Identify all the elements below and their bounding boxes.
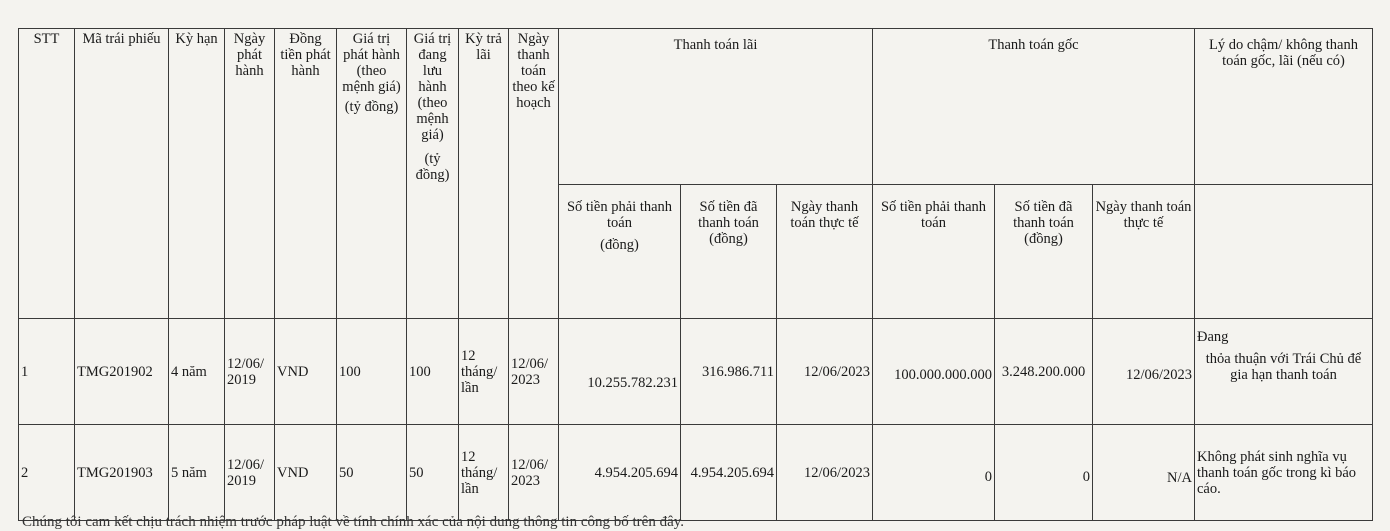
cell-interest-due: 10.255.782.231 — [559, 319, 681, 425]
cell-bond-code: TMG201902 — [75, 319, 169, 425]
cell-principal-actual-date: 12/06/2023 — [1093, 319, 1195, 425]
cell-interest-actual-date: 12/06/2023 — [777, 425, 873, 521]
cell-face-value: 100 — [337, 319, 407, 425]
header-outstanding: Giá trị đang lưu hành (theo mệnh giá) (tỷ đồng) — [407, 29, 459, 319]
cell-stt: 1 — [19, 319, 75, 425]
cell-principal-due: 0 — [873, 425, 995, 521]
cell-interest-paid: 316.986.711 — [681, 319, 777, 425]
cell-principal-due: 100.000.000.000 — [873, 319, 995, 425]
cell-outstanding: 100 — [407, 319, 459, 425]
header-bond-code: Mã trái phiếu — [75, 29, 169, 319]
cell-interest-period: 12 tháng/ lần — [459, 425, 509, 521]
cell-reason: Đang thỏa thuận với Trái Chủ để gia hạn thanh toán — [1195, 319, 1373, 425]
header-principal-amount-paid: Số tiền đã thanh toán (đồng) — [995, 185, 1093, 319]
header-principal-amount-due: Số tiền phải thanh toán — [873, 185, 995, 319]
bond-payment-table — [18, 28, 1373, 521]
header-term: Kỳ hạn — [169, 29, 225, 319]
header-interest-actual-date: Ngày thanh toán thực tế — [777, 185, 873, 319]
cell-issue-date: 12/06/ 2019 — [225, 319, 275, 425]
header-interest-amount-due: Số tiền phải thanh toán (đồng) — [559, 185, 681, 319]
cell-outstanding: 50 — [407, 425, 459, 521]
cell-currency: VND — [275, 425, 337, 521]
cell-planned-date: 12/06/ 2023 — [509, 319, 559, 425]
header-stt: STT — [19, 29, 75, 319]
header-reason: Lý do chậm/ không thanh toán gốc, lãi (nếu có) — [1195, 29, 1373, 185]
cell-reason: Không phát sinh nghĩa vụ thanh toán gốc trong kì báo cáo. — [1195, 425, 1373, 521]
table-row — [19, 319, 1373, 425]
header-face-value: Giá trị phát hành (theo mệnh giá) (tỷ đồng) — [337, 29, 407, 319]
cell-principal-paid: 3.248.200.000 — [995, 319, 1093, 425]
cell-principal-actual-date: N/A — [1093, 425, 1195, 521]
header-issue-date: Ngày phát hành — [225, 29, 275, 319]
table-row — [19, 425, 1373, 521]
header-interest-group: Thanh toán lãi — [559, 29, 873, 185]
cell-interest-period: 12 tháng/ lần — [459, 319, 509, 425]
header-reason-blank — [1195, 185, 1373, 319]
cell-interest-paid: 4.954.205.694 — [681, 425, 777, 521]
header-principal-group: Thanh toán gốc — [873, 29, 1195, 185]
cell-stt: 2 — [19, 425, 75, 521]
cell-currency: VND — [275, 319, 337, 425]
cell-interest-actual-date: 12/06/2023 — [777, 319, 873, 425]
cell-face-value: 50 — [337, 425, 407, 521]
cell-term: 5 năm — [169, 425, 225, 521]
cell-bond-code: TMG201903 — [75, 425, 169, 521]
cell-issue-date: 12/06/ 2019 — [225, 425, 275, 521]
header-planned-date: Ngày thanh toán theo kế hoạch — [509, 29, 559, 319]
footer-statement: Chúng tôi cam kết chịu trách nhiệm trước pháp luật về tính chính xác của nội dung thông tin công bố trên đây. — [22, 514, 685, 530]
header-principal-actual-date: Ngày thanh toán thực tế — [1093, 185, 1195, 319]
cell-principal-paid: 0 — [995, 425, 1093, 521]
header-interest-amount-paid: Số tiền đã thanh toán (đồng) — [681, 185, 777, 319]
cell-term: 4 năm — [169, 319, 225, 425]
header-interest-period: Kỳ trả lãi — [459, 29, 509, 319]
header-currency: Đồng tiền phát hành — [275, 29, 337, 319]
cell-interest-due: 4.954.205.694 — [559, 425, 681, 521]
cell-planned-date: 12/06/ 2023 — [509, 425, 559, 521]
